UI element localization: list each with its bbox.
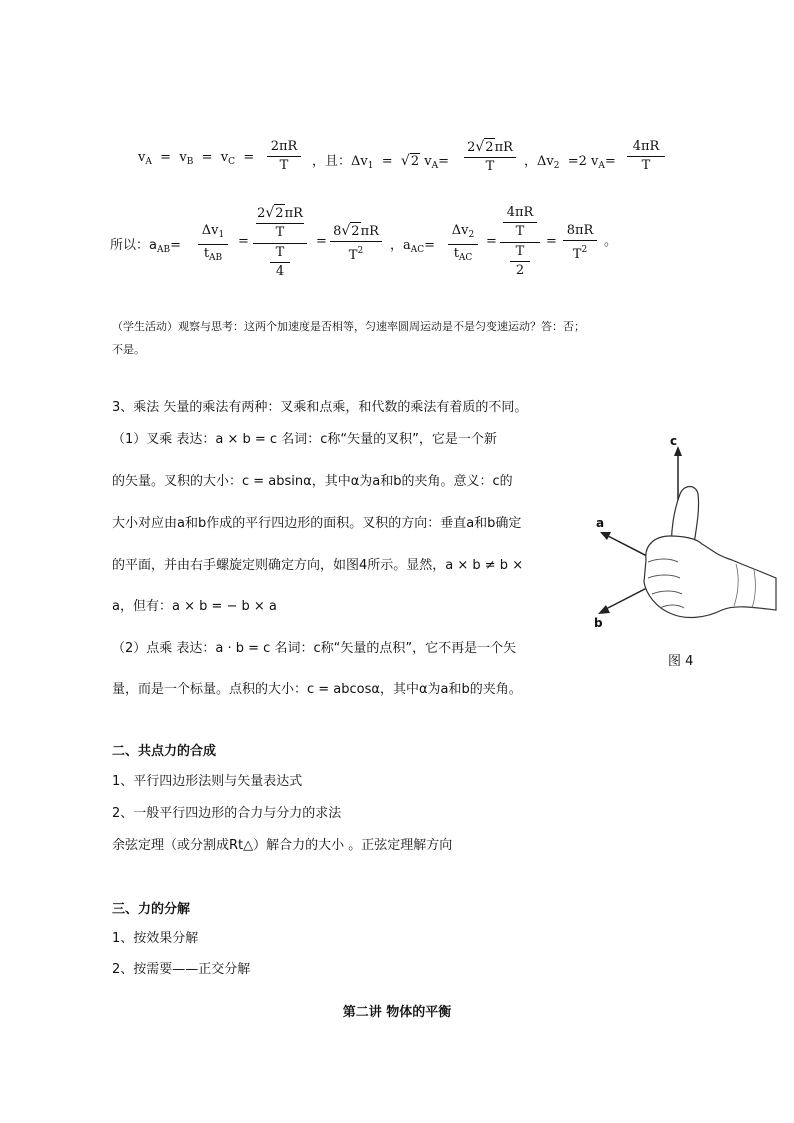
lecture-title: 第二讲 物体的平衡 bbox=[342, 1005, 452, 1020]
decomposition-item-1: 1、按效果分解 bbox=[112, 931, 199, 946]
formula1-delta-v2: ，$\Delta v_2 =2$ $v_A=$ bbox=[524, 154, 616, 171]
equals: = bbox=[546, 234, 557, 249]
fraction-2piR-T: 2πR T bbox=[264, 138, 304, 175]
figure-4 bbox=[586, 432, 778, 672]
vector-a-label: a bbox=[596, 516, 605, 530]
equals: = bbox=[486, 234, 497, 249]
cross-line-3: 大小对应由a和b作成的平行四边形的面积。叉积的方向：垂直a和b确定 bbox=[112, 516, 522, 531]
fraction-8sqrt2piR-T2: 8√2πR $T^2$ bbox=[328, 222, 384, 265]
heading-composition: 二、共点力的合成 bbox=[112, 744, 217, 759]
complex-fraction-1: 2√2πR T T 4 bbox=[252, 204, 308, 281]
dot-line-1: （2）点乘 表达：a · b = c 名词：c称“矢量的点积”，它不再是一个矢 bbox=[112, 641, 517, 656]
formula2-prefix: 所以：$a_{AB}=$ bbox=[110, 238, 181, 255]
composition-item-3: 余弦定理（或分割成Rt△）解合力的大小 。正弦定理解方向 bbox=[112, 838, 453, 853]
composition-item-1: 1、平行四边形法则与矢量表达式 bbox=[112, 774, 303, 789]
cross-line-4: 的平面，并由右手螺旋定则确定方向，如图4所示。显然，a × b ≠ b × bbox=[112, 558, 524, 573]
activity-line-2: 不是。 bbox=[112, 343, 145, 356]
fraction-8piR-T2: 8πR $T^2$ bbox=[560, 222, 600, 264]
equals: = bbox=[316, 234, 327, 249]
heading-decomposition: 三、力的分解 bbox=[112, 902, 191, 917]
fraction-dv1-tab: $\Delta v_1$ $t_{AB}$ bbox=[196, 222, 230, 267]
formula1-delta-v1: ，且：$\Delta v_1 = √2$ $v_A=$ bbox=[312, 153, 450, 171]
composition-item-2: 2、一般平行四边形的合力与分力的求法 bbox=[112, 806, 342, 821]
cross-line-2: 的矢量。叉积的大小：c = absinα，其中α为a和b的夹角。意义：c的 bbox=[112, 474, 513, 489]
formula1-velocities: $v_A = v_B = v_C$ = bbox=[138, 150, 255, 167]
activity-line-1: （学生活动）观察与思考：这两个加速度是否相等，匀速率圆周运动是不是匀变速运动？答：否； bbox=[112, 320, 585, 333]
figure-caption: 图 4 bbox=[668, 654, 694, 669]
section3-title: 3、乘法 矢量的乘法有两种：叉乘和点乘，和代数的乘法有着质的不同。 bbox=[112, 400, 528, 415]
dot-line-2: 量，而是一个标量。点积的大小：c = abcosα，其中α为a和b的夹角。 bbox=[112, 682, 522, 697]
vector-b-label: b bbox=[594, 616, 603, 630]
cross-line-5: a，但有：a × b = − b × a bbox=[112, 599, 277, 614]
vector-c-label: c bbox=[670, 434, 678, 448]
fraction-4piR-T: 4πR T bbox=[624, 138, 668, 175]
right-hand-rule-illustration bbox=[586, 432, 778, 672]
formula2-aac: ，$a_{AC}=$ bbox=[390, 238, 436, 255]
cross-line-1: （1）叉乘 表达：a × b = c 名词：c称“矢量的叉积”，它是一个新 bbox=[112, 432, 497, 447]
period: 。 bbox=[604, 234, 618, 249]
decomposition-item-2: 2、按需要——正交分解 bbox=[112, 962, 251, 977]
fraction-dv2-tac: $\Delta v_2$ $t_{AC}$ bbox=[446, 222, 480, 267]
fraction-2sqrt2piR-T: 2√2πR T bbox=[462, 138, 518, 176]
complex-fraction-2: 4πR T T 2 bbox=[500, 204, 540, 280]
equals: = bbox=[238, 234, 249, 249]
